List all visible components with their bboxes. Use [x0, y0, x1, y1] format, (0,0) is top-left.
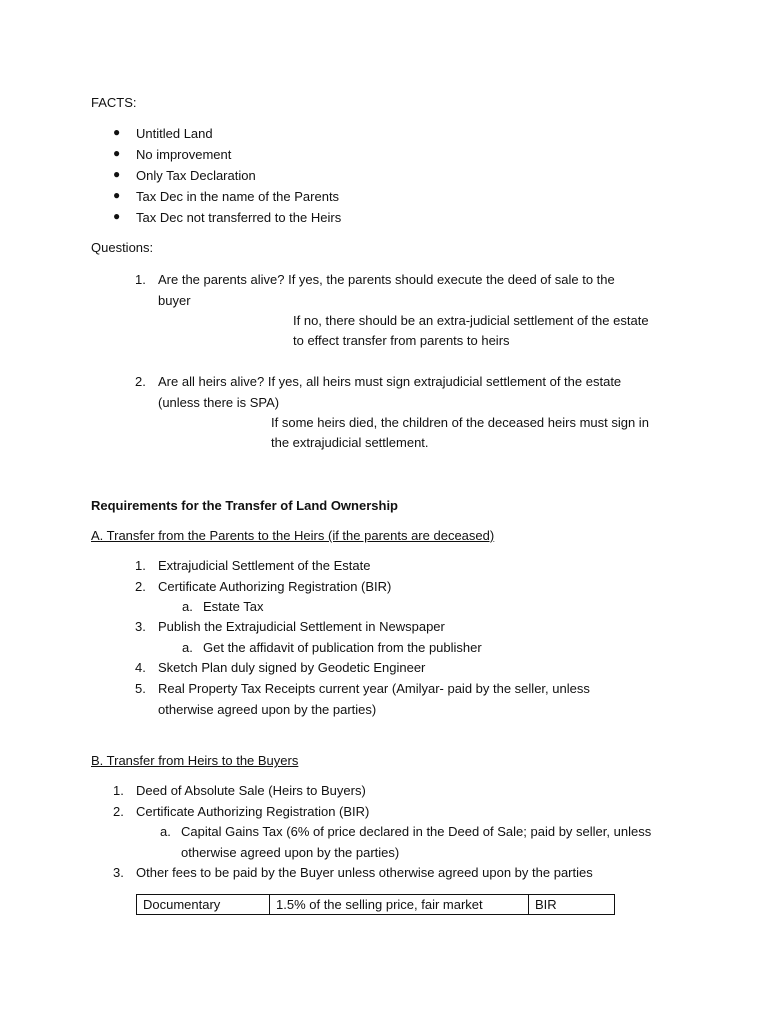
- fees-table: [136, 894, 615, 915]
- list-item: Certificate Authorizing Registration (BIR): [158, 579, 392, 594]
- list-item: Untitled Land: [136, 126, 213, 141]
- list-item: Capital Gains Tax (6% of price declared in the Deed of Sale; paid by seller, unless: [181, 824, 652, 839]
- section-a-heading: A. Transfer from the Parents to the Heirs (if the parents are deceased): [91, 528, 495, 543]
- questions-heading: Questions:: [91, 240, 154, 255]
- list-item: Real Property Tax Receipts current year (Amilyar- paid by the seller, unless: [158, 681, 590, 696]
- question-text: Are all heirs alive? If yes, all heirs must sign extrajudicial settlement of the estate: [158, 374, 622, 389]
- list-number: 1.: [135, 558, 146, 573]
- fee-amount-cell: 1.5% of the selling price, fair market: [270, 895, 529, 915]
- list-number: 2.: [113, 804, 124, 819]
- list-number: 3.: [113, 865, 124, 880]
- list-item: otherwise agreed upon by the parties): [181, 845, 400, 860]
- bullet-icon: ●: [113, 167, 121, 181]
- list-number: 5.: [135, 681, 146, 696]
- bullet-icon: ●: [113, 209, 121, 223]
- facts-heading: FACTS:: [91, 95, 137, 110]
- list-item: Certificate Authorizing Registration (BIR): [136, 804, 370, 819]
- question-text: buyer: [158, 293, 191, 308]
- list-item: No improvement: [136, 147, 232, 162]
- list-number: 4.: [135, 660, 146, 675]
- fee-name-cell: Documentary: [137, 895, 270, 915]
- question-alternative: to effect transfer from parents to heirs: [293, 333, 510, 348]
- question-alternative: If some heirs died, the children of the deceased heirs must sign in: [271, 415, 649, 430]
- list-item: otherwise agreed upon by the parties): [158, 702, 377, 717]
- question-alternative: the extrajudicial settlement.: [271, 435, 429, 450]
- table-row: [137, 895, 615, 915]
- list-number: a.: [160, 824, 171, 839]
- list-number: 2.: [135, 579, 146, 594]
- list-item: Tax Dec not transferred to the Heirs: [136, 210, 342, 225]
- bullet-icon: ●: [113, 146, 121, 160]
- question-text: (unless there is SPA): [158, 395, 280, 410]
- bullet-icon: ●: [113, 125, 121, 139]
- list-number: a.: [182, 599, 193, 614]
- bullet-icon: ●: [113, 188, 121, 202]
- list-item: Tax Dec in the name of the Parents: [136, 189, 340, 204]
- list-number: 3.: [135, 619, 146, 634]
- list-item: Other fees to be paid by the Buyer unless otherwise agreed upon by the parties: [136, 865, 593, 880]
- list-item: Extrajudicial Settlement of the Estate: [158, 558, 371, 573]
- question-text: Are the parents alive? If yes, the parents should execute the deed of sale to the: [158, 272, 615, 287]
- list-item: Only Tax Declaration: [136, 168, 256, 183]
- requirements-title: Requirements for the Transfer of Land Ownership: [91, 498, 398, 513]
- list-item: Estate Tax: [203, 599, 264, 614]
- list-item: Sketch Plan duly signed by Geodetic Engineer: [158, 660, 426, 675]
- list-item: Publish the Extrajudicial Settlement in Newspaper: [158, 619, 445, 634]
- list-item: Deed of Absolute Sale (Heirs to Buyers): [136, 783, 366, 798]
- list-item: Get the affidavit of publication from the publisher: [203, 640, 482, 655]
- list-number: a.: [182, 640, 193, 655]
- question-number: 1.: [135, 272, 146, 287]
- fee-agency-cell: BIR: [529, 895, 615, 915]
- section-b-heading: B. Transfer from Heirs to the Buyers: [91, 753, 299, 768]
- list-number: 1.: [113, 783, 124, 798]
- question-number: 2.: [135, 374, 146, 389]
- question-alternative: If no, there should be an extra-judicial settlement of the estate: [293, 313, 649, 328]
